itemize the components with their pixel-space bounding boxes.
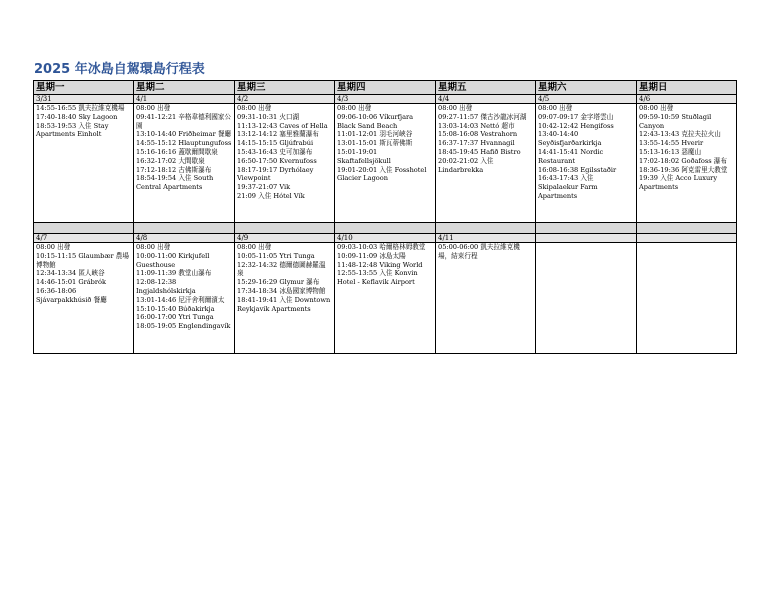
schedule-item: 18:36-19:36 阿克雷里大教堂	[639, 165, 728, 174]
day-schedule-cell	[637, 104, 737, 223]
day-schedule-cell	[436, 243, 536, 354]
day-date: 4/9	[235, 234, 335, 243]
schedule-item: 09:41-12:21 辛格韋德利國家公園	[136, 112, 232, 130]
day-date: 4/6	[637, 95, 737, 104]
week-separator-row	[34, 223, 737, 234]
schedule-item: 20:02-21:02 入住 Lindarbrekka	[438, 156, 494, 174]
schedule-item: 12:32-14:32 德爾德圖赫羅溫泉	[237, 260, 326, 278]
schedule-item: 08:00 出發	[639, 104, 674, 112]
separator-cell	[235, 223, 335, 234]
schedule-item: 15:29-16:29 Glymur 瀑布	[237, 278, 320, 287]
schedule-item: 11:13-12:43 Caves of Hella	[237, 121, 328, 130]
day-schedule-cell	[235, 243, 335, 354]
day-schedule-cell	[335, 243, 436, 354]
schedule-item: 21:09 入住 Hótel Vík	[237, 191, 305, 200]
day-date: 4/2	[235, 95, 335, 104]
schedule-item: 16:36-18:06 Sjávarpakkhúsið 餐廳	[36, 286, 107, 304]
itinerary-table	[33, 80, 737, 354]
schedule-item: 08:00 出發	[136, 243, 171, 251]
schedule-item: 10:05-11:05 Ytri Tunga	[237, 251, 315, 260]
schedule-item: 13:01-14:46 尼汗舍利爾濱太	[136, 295, 225, 304]
day-date	[637, 234, 737, 243]
schedule-item: 14:46-15:01 Grábrók	[36, 278, 107, 287]
day-schedule-cell	[436, 104, 536, 223]
schedule-item: 16:00-17:00 Ytri Tunga	[136, 313, 214, 322]
schedule-item: 18:17-19:17 Dyrhólaey Viewpoint	[237, 165, 314, 183]
schedule-item: 17:12-18:12 古佛斯瀑布	[136, 165, 212, 174]
schedule-item: 12:43-13:43 克拉夫拉火山	[639, 130, 721, 139]
schedule-item: 13:03-14:03 Nettó 超市	[438, 121, 515, 130]
day-schedule-cell	[134, 243, 235, 354]
date-row	[34, 234, 737, 243]
day-date: 4/11	[436, 234, 536, 243]
schedule-item: 10:00-11:00 Kirkjufell Guesthouse	[136, 251, 210, 269]
schedule-item: 15:10-15:40 Búðakirkja	[136, 304, 215, 313]
schedule-item: 17:02-18:02 Goðafoss 瀑布	[639, 156, 727, 165]
date-row	[34, 95, 737, 104]
schedule-item: 08:00 出發	[36, 243, 71, 251]
schedule-item: 12:34-13:34 匿人峽谷	[36, 269, 105, 278]
weekday-header: 星期五	[436, 81, 536, 95]
schedule-item: 16:50-17:50 Kvernufoss	[237, 156, 317, 165]
schedule-item: 19:37-21:07 Vik	[237, 183, 291, 192]
schedule-item: 13:01-15:01 斯瓦蒂佛斯	[337, 139, 413, 148]
schedule-item: 09:03-10:03 哈爾格林姆教堂	[337, 243, 426, 251]
schedule-item: 10:09-11:09 冰島太陽	[337, 251, 406, 260]
day-schedule-cell	[637, 243, 737, 354]
schedule-item: 15:16-16:16 蓋歇爾間歇泉	[136, 147, 218, 156]
weekday-header: 星期日	[637, 81, 737, 95]
schedule-item: 08:00 出發	[237, 243, 272, 251]
schedule-item: 12:55-13:55 入住 Konvin Hotel - Keflavik Airport	[337, 269, 418, 287]
page-title: 2025 年冰島自駕環島行程表	[34, 62, 205, 77]
schedule-item: 12:08-12:38 Ingjaldshólskirkja	[136, 278, 196, 295]
separator-cell	[436, 223, 536, 234]
schedule-item: 08:00 出發	[237, 104, 272, 112]
weekday-header-row	[34, 81, 737, 95]
day-date: 4/1	[134, 95, 235, 104]
schedule-item: 15:01-19:01 Skaftafellsjökull	[337, 147, 391, 165]
schedule-item: 13:40-14:40 Seyðisfjarðarkirkja	[538, 130, 602, 148]
schedule-item: 11:09-11:39 教堂山瀑布	[136, 269, 212, 278]
schedule-item: 18:53-19:53 入住 Stay Apartments Einholt	[36, 121, 109, 139]
weekday-header: 星期三	[235, 81, 335, 95]
day-schedule-cell	[34, 243, 134, 354]
day-date: 4/4	[436, 95, 536, 104]
schedule-item: 10:42-12:42 Hengifoss	[538, 121, 614, 130]
schedule-item: 19:39 入住 Acco Luxury Apartments	[639, 174, 718, 192]
schedule-item: 08:00 出發	[538, 104, 573, 112]
separator-cell	[34, 223, 134, 234]
weekday-header: 星期四	[335, 81, 436, 95]
schedule-item: 15:13-16:13 惡魔山	[639, 147, 702, 156]
day-schedule-cell	[536, 104, 637, 223]
schedule-item: 09:59-10:59 Stuðlagil Canyon	[639, 112, 712, 130]
schedule-item: 08:00 出發	[337, 104, 372, 112]
schedule-item: 14:55-16:55 凱夫拉維克機場	[36, 104, 125, 112]
schedule-item: 18:41-19:41 入住 Downtown Reykjavik Apartments	[237, 295, 331, 313]
day-date: 4/5	[536, 95, 637, 104]
day-schedule-cell	[235, 104, 335, 223]
weekday-header: 星期二	[134, 81, 235, 95]
schedule-item: 14:41-15:41 Nordic Restaurant	[538, 147, 604, 165]
schedule-item: 09:31-10:31 火口湖	[237, 112, 300, 121]
weekday-header: 星期六	[536, 81, 637, 95]
schedule-item: 09:27-11:57 傑古沙龍冰河湖	[438, 112, 527, 121]
schedule-item: 17:40-18:40 Sky Lagoon	[36, 112, 118, 121]
day-schedule-cell	[34, 104, 134, 223]
schedule-item: 11:48-12:48 Viking World	[337, 260, 423, 269]
schedule-item: 17:34-18:34 冰島國家博物館	[237, 286, 326, 295]
schedule-item: 15:43-16:43 史可加瀑布	[237, 147, 313, 156]
day-date: 3/31	[34, 95, 134, 104]
schedule-item: 16:37-17:37 Hvannagil	[438, 139, 515, 148]
schedule-item: 05:00-06:00 凱夫拉維克機場，結束行程	[438, 243, 520, 260]
schedule-item: 13:55-14:55 Hverir	[639, 139, 704, 148]
schedule-item: 09:07-09:17 金字塔雲山	[538, 112, 614, 121]
schedule-item: 18:54-19:54 入住 South Central Apartments	[136, 174, 214, 192]
day-schedule-cell	[134, 104, 235, 223]
schedule-row	[34, 243, 737, 354]
schedule-item: 18:05-19:05 Englendingavík	[136, 322, 231, 331]
schedule-item: 08:00 出發	[438, 104, 473, 112]
schedule-item: 10:15-11:15 Glaumbær 農場博物館	[36, 251, 129, 269]
separator-cell	[536, 223, 637, 234]
schedule-item: 09:06-10:06 Víkurfjara Black Sand Beach	[337, 112, 414, 130]
day-date: 4/8	[134, 234, 235, 243]
schedule-item: 19:01-20:01 入住 Fosshotel Glacier Lagoon	[337, 165, 427, 183]
schedule-item: 11:01-12:01 羽毛河峽谷	[337, 130, 413, 139]
day-date	[536, 234, 637, 243]
schedule-item: 08:00 出發	[136, 104, 171, 112]
schedule-item: 13:12-14:12 塞里雅蘭瀑布	[237, 130, 319, 139]
day-date: 4/3	[335, 95, 436, 104]
schedule-item: 16:43-17:43 入住 Skipalaekur Farm Apartments	[538, 174, 598, 200]
schedule-item: 14:15-15:15 Gljúfrabúi	[237, 139, 314, 148]
day-date: 4/10	[335, 234, 436, 243]
day-schedule-cell	[536, 243, 637, 354]
separator-cell	[637, 223, 737, 234]
schedule-item: 15:08-16:08 Vestrahorn	[438, 130, 518, 139]
day-schedule-cell	[335, 104, 436, 223]
schedule-row	[34, 104, 737, 223]
schedule-item: 16:32-17:02 大間歇泉	[136, 156, 205, 165]
schedule-item: 13:10-14:40 Friðheimar 餐廳	[136, 130, 232, 139]
day-date: 4/7	[34, 234, 134, 243]
schedule-item: 16:08-16:38 Egilsstaðir	[538, 165, 617, 174]
separator-cell	[335, 223, 436, 234]
schedule-item: 14:55-15:12 Hlauptungufoss	[136, 139, 232, 148]
separator-cell	[134, 223, 235, 234]
weekday-header: 星期一	[34, 81, 134, 95]
schedule-item: 18:45-19:45 Hafið Bistro	[438, 147, 521, 156]
